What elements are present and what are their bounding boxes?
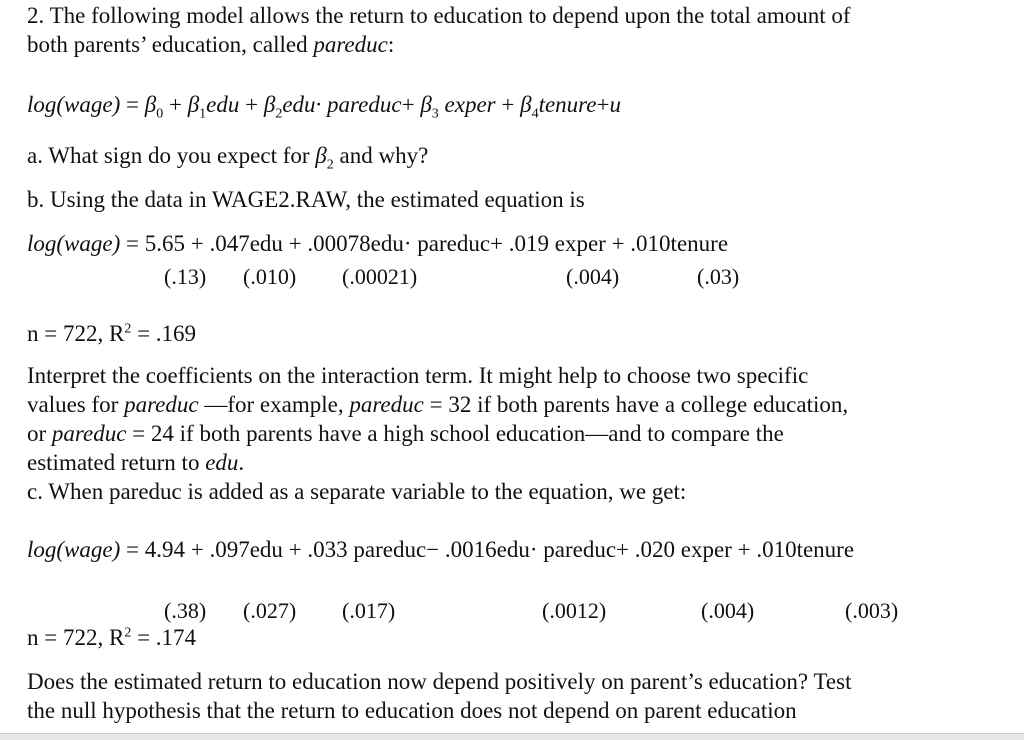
part-a-question: a. What sign do you expect for $\beta_2$ and why? xyxy=(27,143,429,173)
part-c-question-1: Does the estimated return to education now depend positively on parent’s education? Test xyxy=(27,669,852,694)
se-b-4: (.03) xyxy=(697,264,740,289)
se-c-3: (.0012) xyxy=(542,598,607,623)
se-b-2: (.00021) xyxy=(342,264,418,289)
se-c-2: (.017) xyxy=(342,598,396,623)
part-b-stats: n = 722, $R^2 = .169$ xyxy=(27,321,197,346)
se-b-3: (.004) xyxy=(566,264,620,289)
se-c-5: (.003) xyxy=(845,598,899,623)
intro-line-1: 2. The following model allows the return to education to depend upon the total amount of xyxy=(27,3,851,28)
model-equation: log(wage) = $\beta_0 + \beta_1edu + \beta_2edu\cdot$ pareduc+ $\beta_3$ exper + $\beta_4tenure+u$ xyxy=(27,92,621,122)
se-c-1: (.027) xyxy=(243,598,297,623)
se-b-0: (.13) xyxy=(164,264,207,289)
interpret-line-1: Interpret the coefficients on the interaction term. It might help to choose two specific xyxy=(27,363,809,388)
se-b-1: (.010) xyxy=(243,264,297,289)
part-c-equation: log(wage) = 4.94 + .097edu + .033 pareduc− .0016edu· pareduc+ .020 exper + .010tenure xyxy=(27,537,855,562)
part-c-question-2: the null hypothesis that the return to education does not depend on parent education xyxy=(27,698,797,723)
se-c-0: (.38) xyxy=(164,598,207,623)
part-b-intro: b. Using the data in WAGE2.RAW, the estimated equation is xyxy=(27,187,585,212)
se-c-4: (.004) xyxy=(701,598,755,623)
interpret-line-2: values for pareduc —for example, pareduc = 32 if both parents have a college education, xyxy=(27,392,849,417)
intro-line-2: both parents’ education, called pareduc: xyxy=(27,32,395,57)
part-c-stats: n = 722, $R^2 = .174$ xyxy=(27,625,197,650)
interpret-line-3: or pareduc = 24 if both parents have a high school education—and to compare the xyxy=(27,421,784,446)
part-b-equation: log(wage) = 5.65 + .047edu + .00078edu· pareduc+ .019 exper + .010tenure xyxy=(27,231,729,256)
interpret-line-4: estimated return to edu. xyxy=(27,450,245,475)
part-c-intro: c. When pareduc is added as a separate variable to the equation, we get: xyxy=(27,479,687,504)
